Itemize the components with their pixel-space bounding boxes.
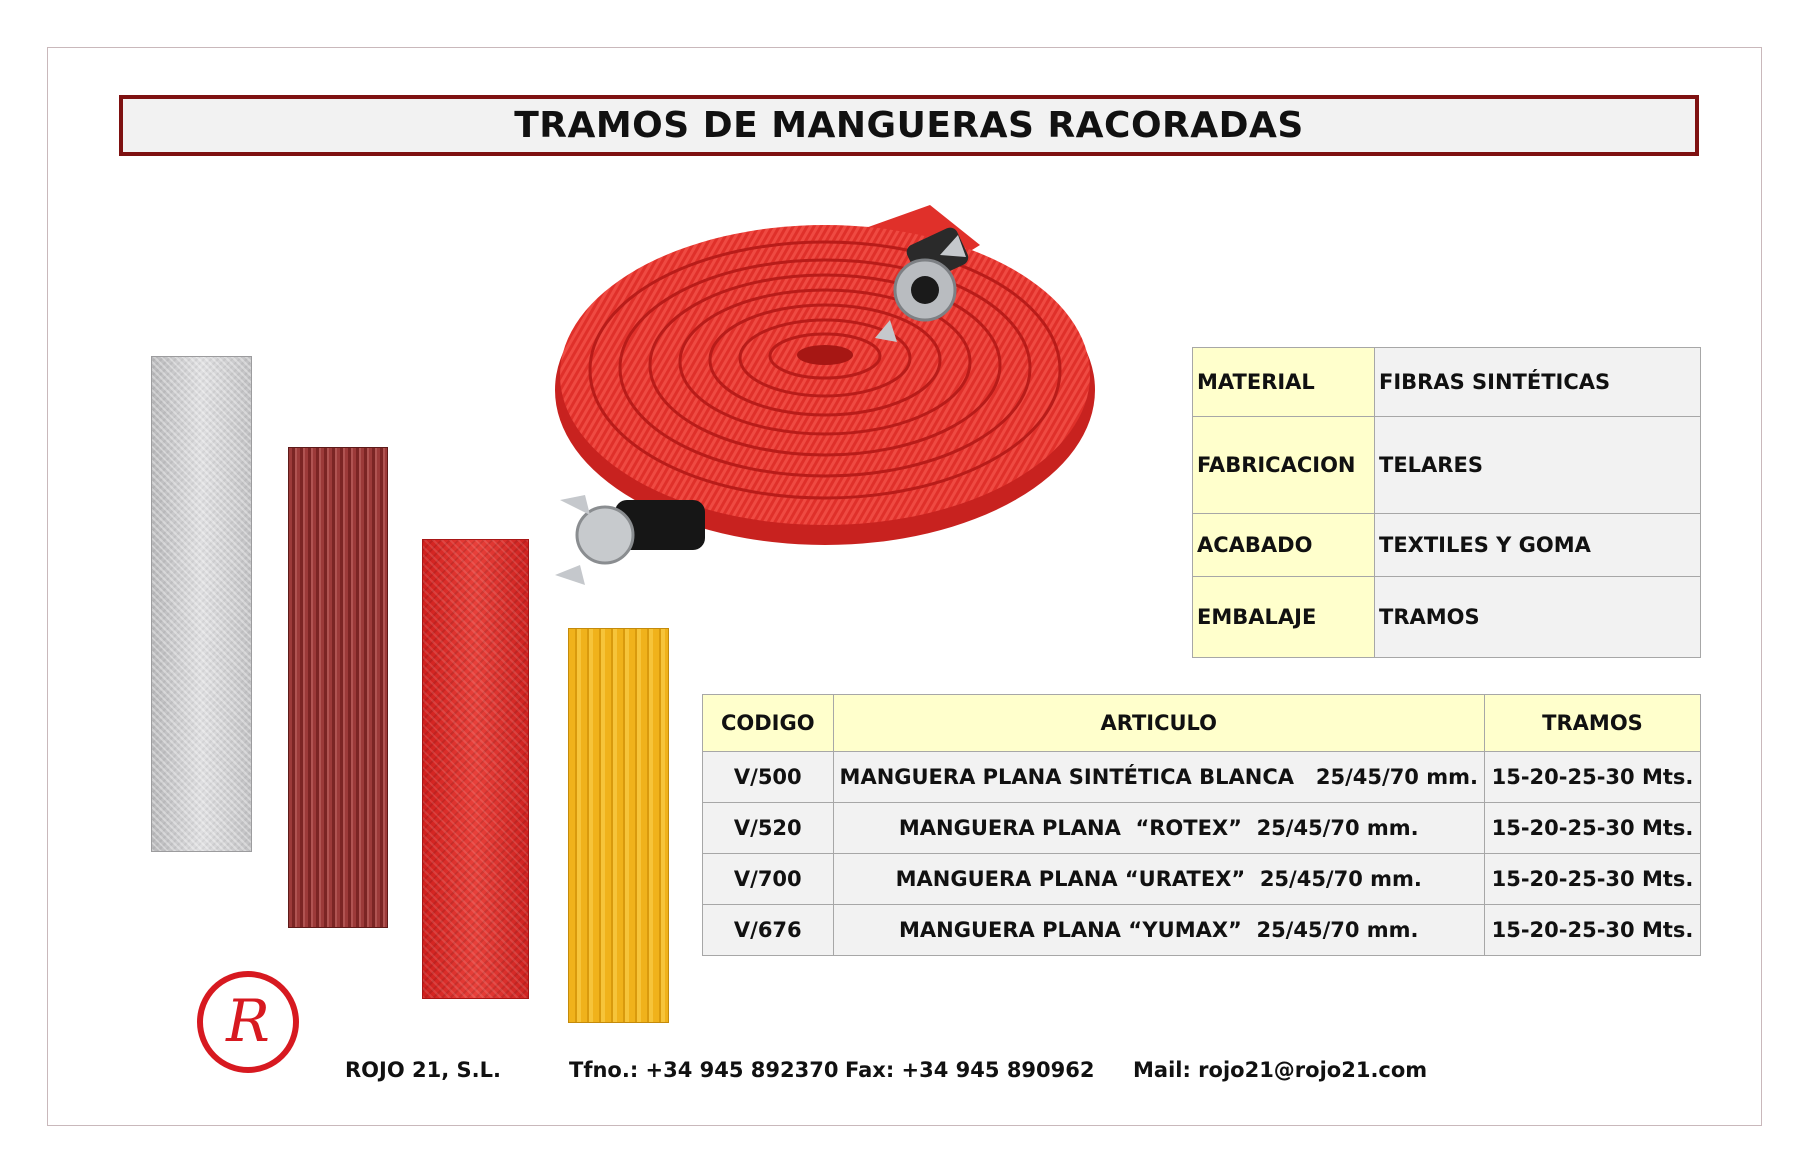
page-title: TRAMOS DE MANGUERAS RACORADAS xyxy=(514,105,1304,146)
table-row xyxy=(703,752,1701,803)
table-row xyxy=(703,803,1701,854)
spec-label: MATERIAL xyxy=(1193,348,1375,417)
product-lengths: 15-20-25-30 Mts. xyxy=(1484,752,1700,803)
product-lengths: 15-20-25-30 Mts. xyxy=(1484,905,1700,956)
product-code: V/700 xyxy=(703,854,834,905)
spec-value: TRAMOS xyxy=(1375,577,1701,658)
brown-hose-sample xyxy=(288,447,388,928)
title-box xyxy=(119,95,1699,156)
product-lengths: 15-20-25-30 Mts. xyxy=(1484,854,1700,905)
column-header-codigo: CODIGO xyxy=(703,695,834,752)
table-row xyxy=(703,854,1701,905)
spec-value: TEXTILES Y GOMA xyxy=(1375,514,1701,577)
white-hose-sample xyxy=(151,356,252,852)
spec-label: FABRICACION xyxy=(1193,417,1375,514)
product-article: MANGUERA PLANA “URATEX” 25/45/70 mm. xyxy=(833,854,1484,905)
fax-number: Fax: +34 945 890962 xyxy=(845,1058,1095,1082)
spec-table xyxy=(1192,347,1701,658)
spec-label: EMBALAJE xyxy=(1193,577,1375,658)
spec-label: ACABADO xyxy=(1193,514,1375,577)
email-address: Mail: rojo21@rojo21.com xyxy=(1133,1058,1428,1082)
product-article: MANGUERA PLANA “ROTEX” 25/45/70 mm. xyxy=(833,803,1484,854)
product-table xyxy=(702,694,1701,956)
column-header-articulo: ARTICULO xyxy=(833,695,1484,752)
table-row xyxy=(703,905,1701,956)
column-header-tramos: TRAMOS xyxy=(1484,695,1700,752)
product-article: MANGUERA PLANA “YUMAX” 25/45/70 mm. xyxy=(833,905,1484,956)
product-code: V/676 xyxy=(703,905,834,956)
phone-number: Tfno.: +34 945 892370 xyxy=(569,1058,839,1082)
product-code: V/520 xyxy=(703,803,834,854)
product-article: MANGUERA PLANA SINTÉTICA BLANCA 25/45/70 mm. xyxy=(833,752,1484,803)
logo-letter: R xyxy=(226,987,270,1055)
spec-value: TELARES xyxy=(1375,417,1701,514)
company-name: ROJO 21, S.L. xyxy=(345,1058,501,1082)
spec-value: FIBRAS SINTÉTICAS xyxy=(1375,348,1701,417)
red-hose-sample xyxy=(422,539,529,999)
coiled-hose-image xyxy=(540,200,1110,590)
product-lengths: 15-20-25-30 Mts. xyxy=(1484,803,1700,854)
company-logo xyxy=(195,969,301,1075)
product-code: V/500 xyxy=(703,752,834,803)
yellow-hose-sample xyxy=(568,628,669,1023)
